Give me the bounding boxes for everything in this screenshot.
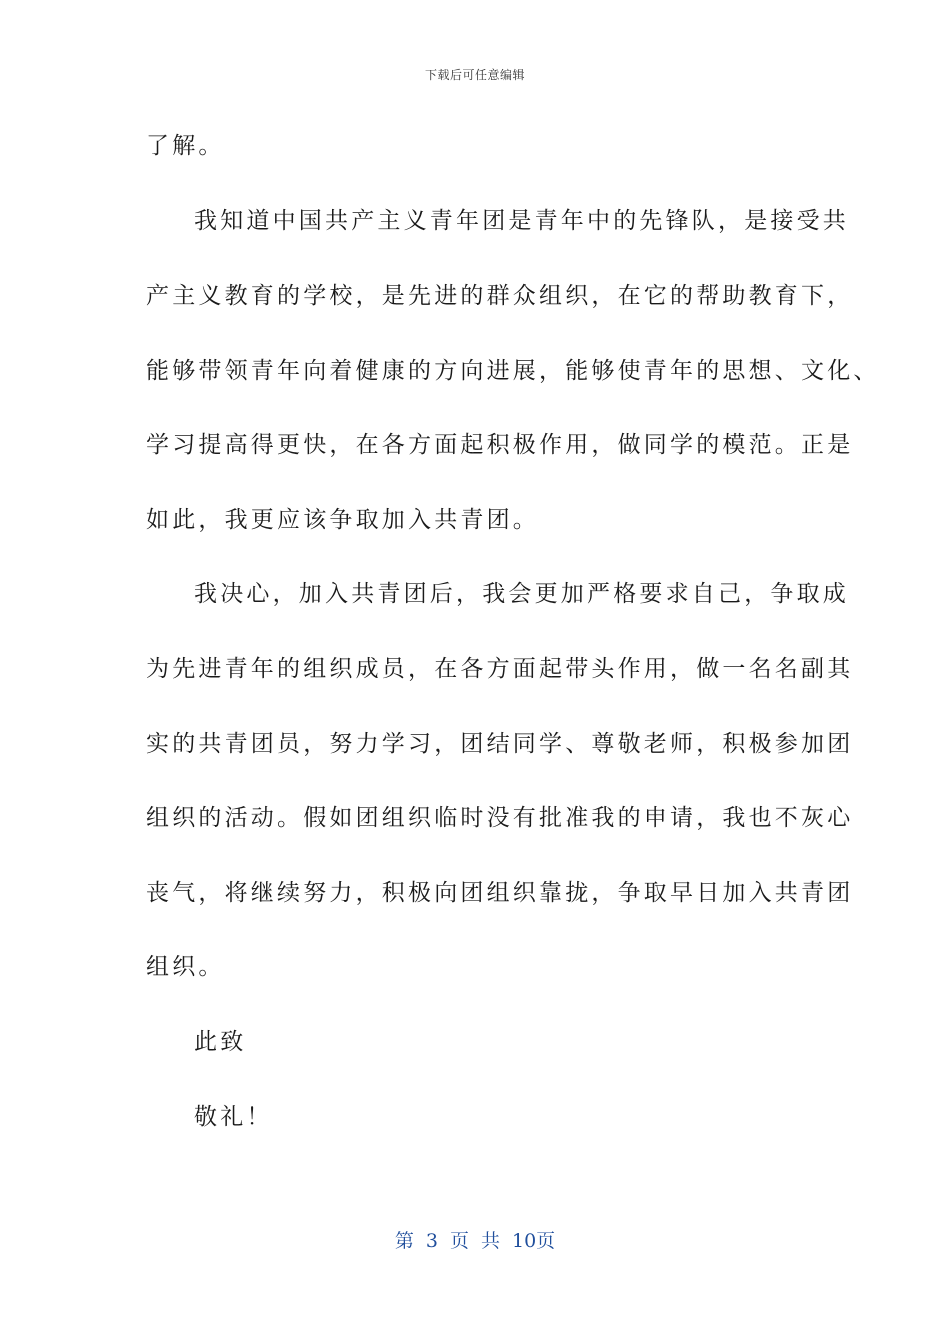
footer-label-of: 页 共	[449, 1230, 500, 1252]
closing-salutation: 此致	[194, 1029, 247, 1055]
body-line: 能够带领青年向着健康的方向进展，能够使青年的思想、文化、	[146, 358, 880, 384]
body-line: 如此，我更应该争取加入共青团。	[146, 507, 539, 533]
body-line: 组织的活动。假如团组织临时没有批准我的申请，我也不灰心	[146, 805, 854, 831]
page-header-note: 下载后可任意编辑	[424, 68, 525, 82]
body-line: 学习提高得更快，在各方面起积极作用，做同学的模范。正是	[146, 432, 854, 458]
footer-current-page: 3	[425, 1230, 438, 1252]
page-number-footer	[0, 1226, 950, 1253]
body-line: 丧气，将继续努力，积极向团组织靠拢，争取早日加入共青团	[146, 880, 854, 906]
body-line: 了解。	[146, 133, 225, 159]
paragraph-start-line: 我知道中国共产主义青年团是青年中的先锋队，是接受共	[194, 208, 849, 234]
body-line: 为先进青年的组织成员，在各方面起带头作用，做一名名副其	[146, 656, 854, 682]
footer-label-page: 第	[394, 1230, 414, 1252]
closing-regards: 敬礼！	[194, 1104, 273, 1130]
body-line: 组织。	[146, 954, 225, 980]
body-line: 实的共青团员，努力学习，团结同学、尊敬老师，积极参加团	[146, 731, 854, 757]
footer-total-pages: 10页	[511, 1230, 556, 1252]
body-line: 产主义教育的学校，是先进的群众组织，在它的帮助教育下，	[146, 283, 854, 309]
paragraph-start-line: 我决心，加入共青团后，我会更加严格要求自己，争取成	[194, 581, 849, 607]
